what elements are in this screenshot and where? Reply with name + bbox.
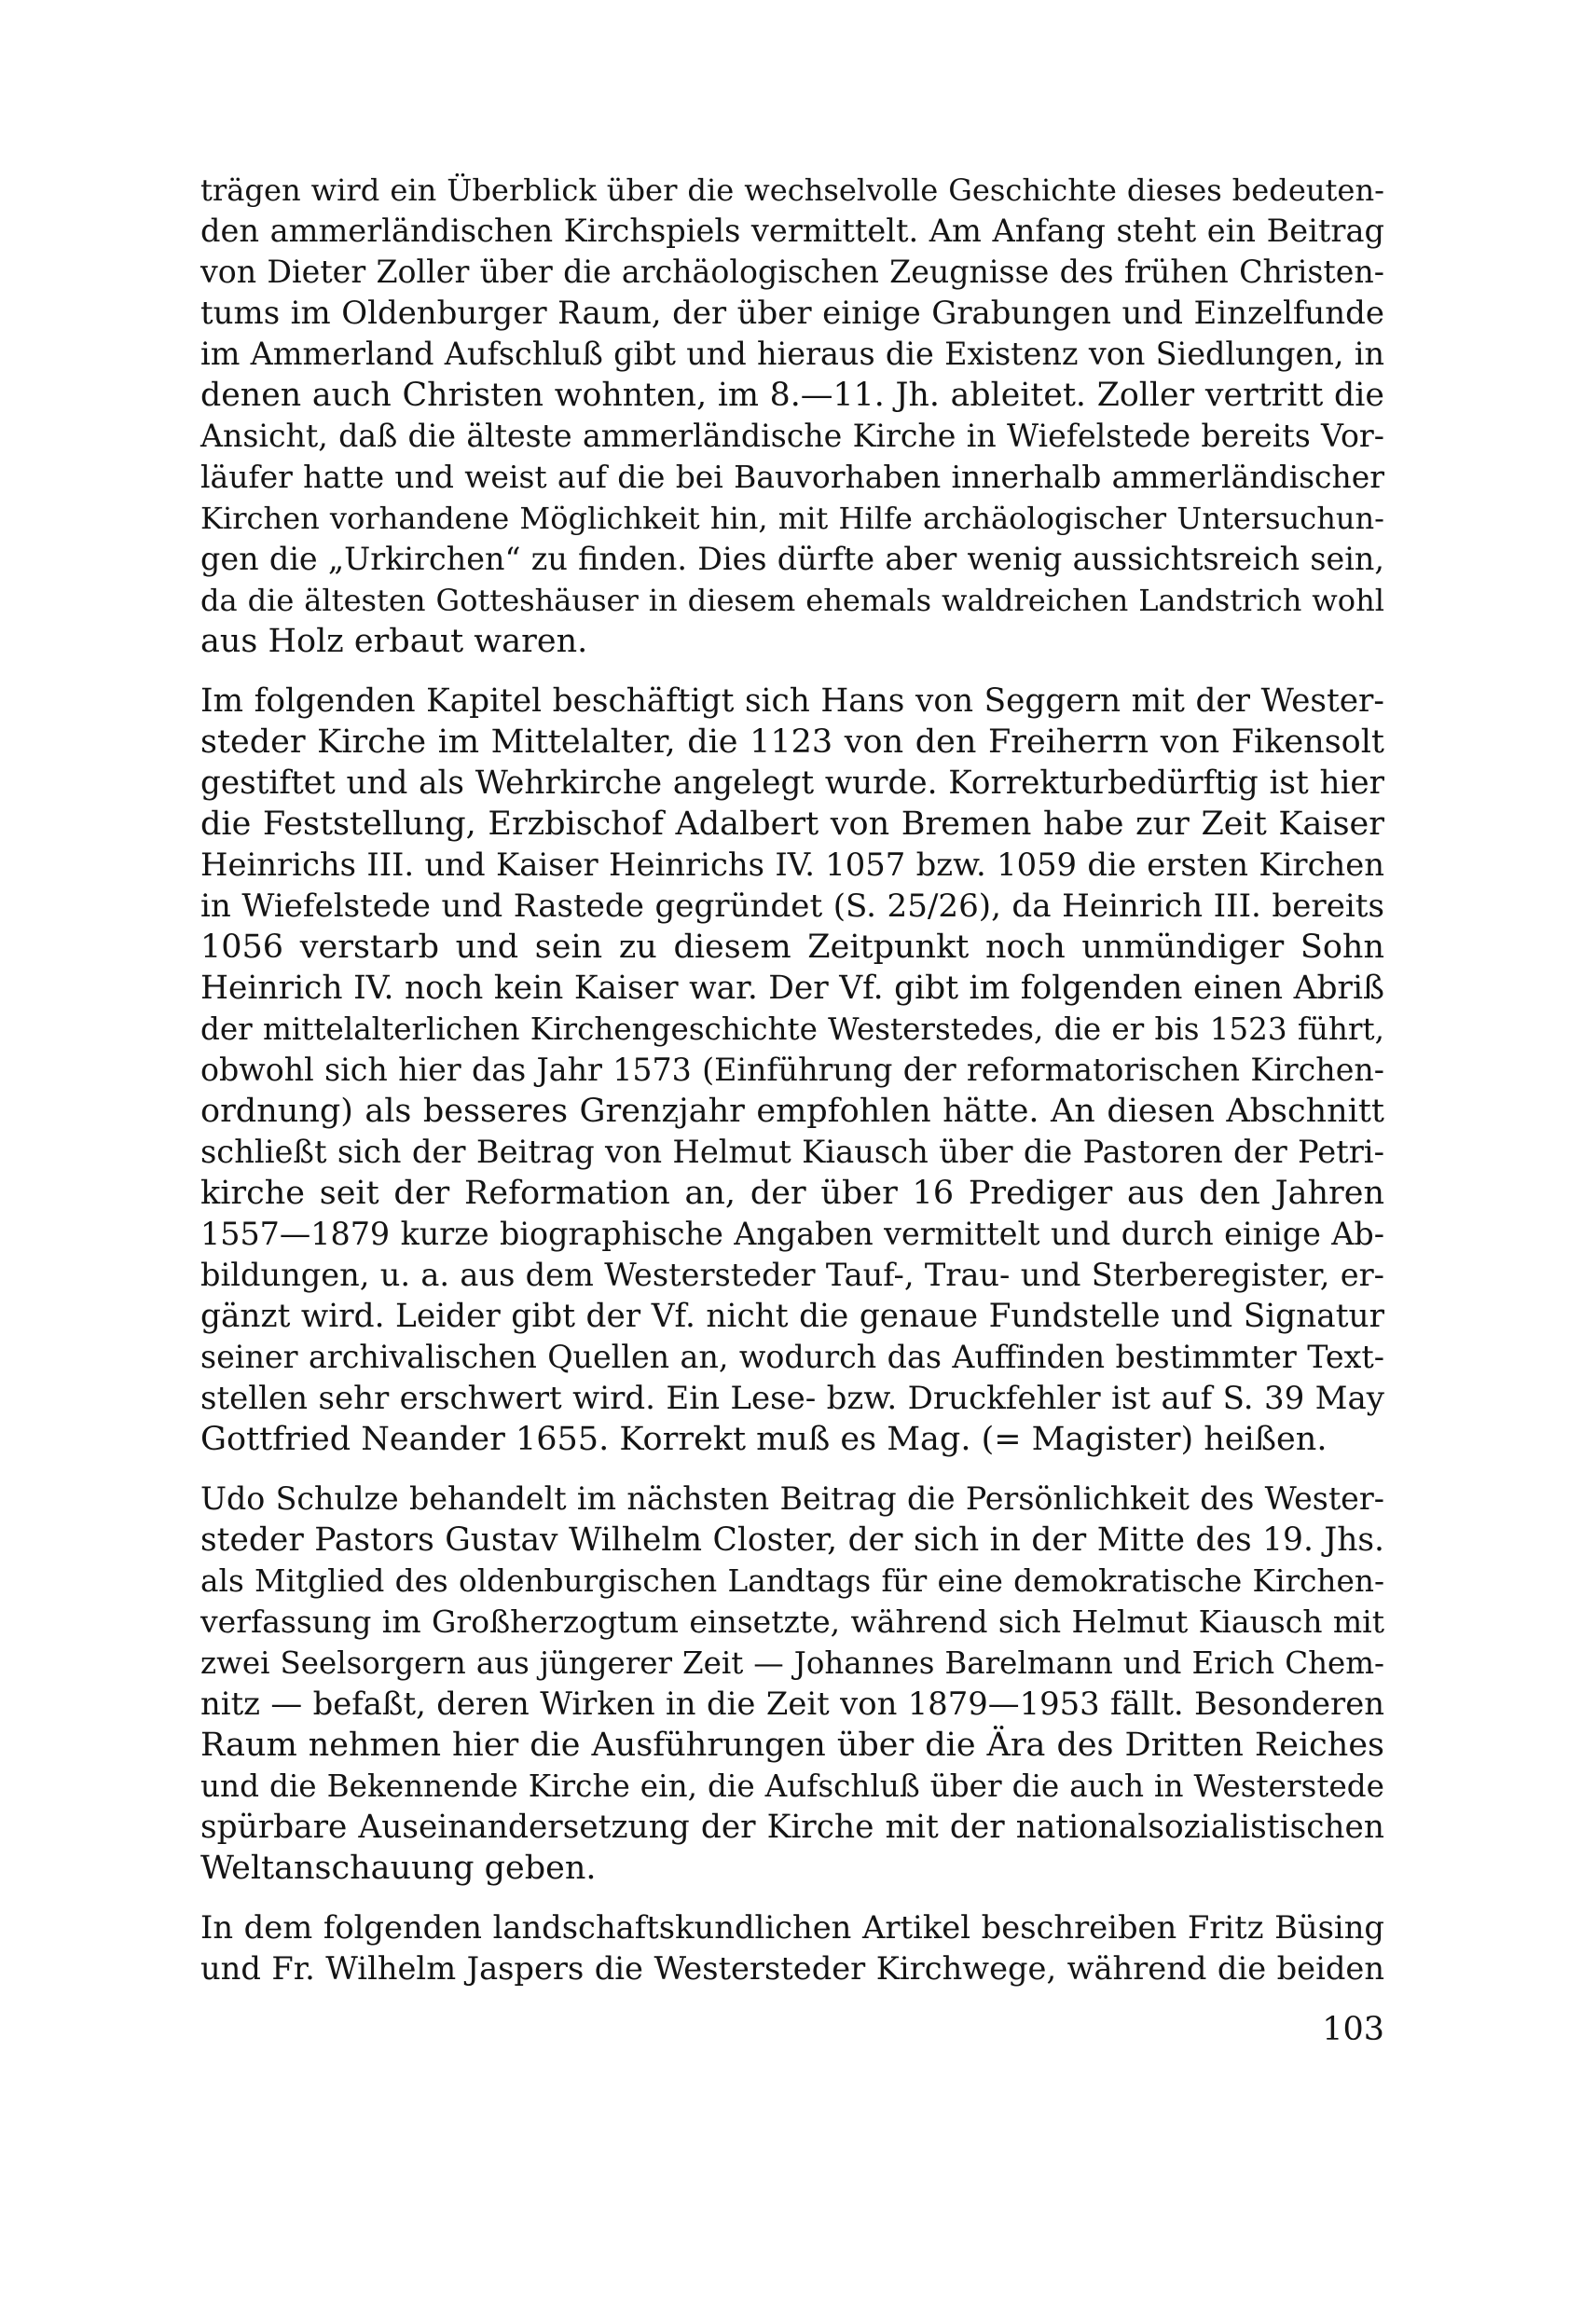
text-line: Im folgenden Kapitel beschäftigt sich Hans von Seggern mit der Wester-	[200, 682, 1384, 720]
paragraph	[200, 170, 1384, 662]
text-line: Udo Schulze behandelt im nächsten Beitrag die Persönlichkeit des Wester-	[200, 1480, 1384, 1517]
text-line: kirche seit der Reformation an, der über 16 Prediger aus den Jahren	[200, 1175, 1384, 1212]
text-line: die Feststellung, Erzbischof Adalbert von Bremen habe zur Zeit Kaiser	[200, 805, 1384, 843]
text-line: da die ältesten Gotteshäuser in diesem ehemals waldreichen Landstrich wohl	[200, 583, 1384, 618]
text-line: stellen sehr erschwert wird. Ein Lese- bzw. Druckfehler ist auf S. 39 May	[200, 1380, 1384, 1417]
text-line: aus Holz erbaut waren.	[200, 623, 588, 660]
text-line: seiner archivalischen Quellen an, wodurch das Auffinden bestimmter Text-	[200, 1339, 1384, 1375]
text-line: steder Pastors Gustav Wilhelm Closter, der sich in der Mitte des 19. Jhs.	[200, 1521, 1384, 1559]
text-line: tums im Oldenburger Raum, der über einige Grabungen und Einzelfunde	[200, 295, 1384, 332]
text-line: und die Bekennende Kirche ein, die Aufschluß über die auch in Westerstede	[200, 1768, 1384, 1804]
text-line: zwei Seelsorgern aus jüngerer Zeit — Johannes Barelmann und Erich Chem-	[200, 1645, 1384, 1681]
text-line: 1056 verstarb und sein zu diesem Zeitpunkt noch unmündiger Sohn	[200, 929, 1384, 966]
text-line: Heinrichs III. und Kaiser Heinrichs IV. 1057 bzw. 1059 die ersten Kirchen	[200, 846, 1384, 883]
text-line: trägen wird ein Überblick über die wechselvolle Geschichte dieses bedeuten-	[200, 172, 1384, 208]
body-text	[200, 170, 1384, 2008]
text-line: steder Kirche im Mittelalter, die 1123 von den Freiherrn von Fikensolt	[200, 723, 1384, 761]
text-line: der mittelalterlichen Kirchengeschichte Westerstedes, die er bis 1523 führt,	[200, 1012, 1384, 1047]
text-line: in Wiefelstede und Rastede gegründet (S. 25/26), da Heinrich III. bereits	[200, 888, 1384, 925]
text-line: ordnung) als besseres Grenzjahr empfohlen hätte. An diesen Abschnitt	[200, 1093, 1384, 1130]
text-line: und Fr. Wilhelm Jaspers die Westersteder Kirchwege, während die beiden	[200, 1950, 1384, 1987]
text-line: spürbare Auseinandersetzung der Kirche mit der nationalsozialistischen	[200, 1809, 1384, 1846]
text-line: Kirchen vorhandene Möglichkeit hin, mit Hilfe archäologischer Untersuchun-	[200, 501, 1384, 536]
text-line: Raum nehmen hier die Ausführungen über die Ära des Dritten Reiches	[200, 1727, 1384, 1764]
text-line: denen auch Christen wohnten, im 8.—11. Jh. ableitet. Zoller vertritt die	[200, 377, 1384, 414]
paragraph	[200, 1907, 1384, 1989]
text-line: als Mitglied des oldenburgischen Landtags für eine demokratische Kirchen-	[200, 1563, 1384, 1599]
text-line: gen die „Urkirchen“ zu finden. Dies dürfte aber wenig aussichtsreich sein,	[200, 541, 1384, 577]
text-line: den ammerländischen Kirchspiels vermittelt. Am Anfang steht ein Beitrag	[200, 213, 1384, 249]
text-line: Heinrich IV. noch kein Kaiser war. Der Vf. gibt im folgenden einen Abriß	[200, 970, 1384, 1007]
text-line: In dem folgenden landschaftskundlichen Artikel beschreiben Fritz Büsing	[200, 1909, 1384, 1946]
text-line: gänzt wird. Leider gibt der Vf. nicht die genaue Fundstelle und Signatur	[200, 1298, 1384, 1335]
text-line: Ansicht, daß die älteste ammerländische Kirche in Wiefelstede bereits Vor-	[200, 418, 1384, 454]
paragraph	[200, 1479, 1384, 1889]
paragraph	[200, 681, 1384, 1460]
text-line: von Dieter Zoller über die archäologischen Zeugnisse des frühen Christen-	[200, 254, 1384, 290]
text-line: Weltanschauung geben.	[200, 1850, 597, 1887]
text-line: obwohl sich hier das Jahr 1573 (Einführung der reformatorischen Kirchen-	[200, 1052, 1384, 1088]
text-line: verfassung im Großherzogtum einsetzte, während sich Helmut Kiausch mit	[200, 1603, 1384, 1640]
text-line: läufer hatte und weist auf die bei Bauvorhaben innerhalb ammerländischer	[200, 459, 1384, 495]
text-line: gestiftet und als Wehrkirche angelegt wurde. Korrekturbedürftig ist hier	[200, 764, 1384, 802]
text-line: Gottfried Neander 1655. Korrekt muß es Mag. (= Magister) heißen.	[200, 1421, 1328, 1458]
text-line: 1557—1879 kurze biographische Angaben vermittelt und durch einige Ab-	[200, 1216, 1384, 1252]
page-number: 103	[1322, 2011, 1384, 2048]
text-line: nitz — befaßt, deren Wirken in die Zeit von 1879—1953 fällt. Besonderen	[200, 1686, 1384, 1722]
text-line: bildungen, u. a. aus dem Westersteder Tauf-, Trau- und Sterberegister, er-	[200, 1257, 1384, 1293]
text-line: schließt sich der Beitrag von Helmut Kiausch über die Pastoren der Petri-	[200, 1134, 1384, 1170]
text-line: im Ammerland Aufschluß gibt und hieraus die Existenz von Siedlungen, in	[200, 336, 1384, 372]
